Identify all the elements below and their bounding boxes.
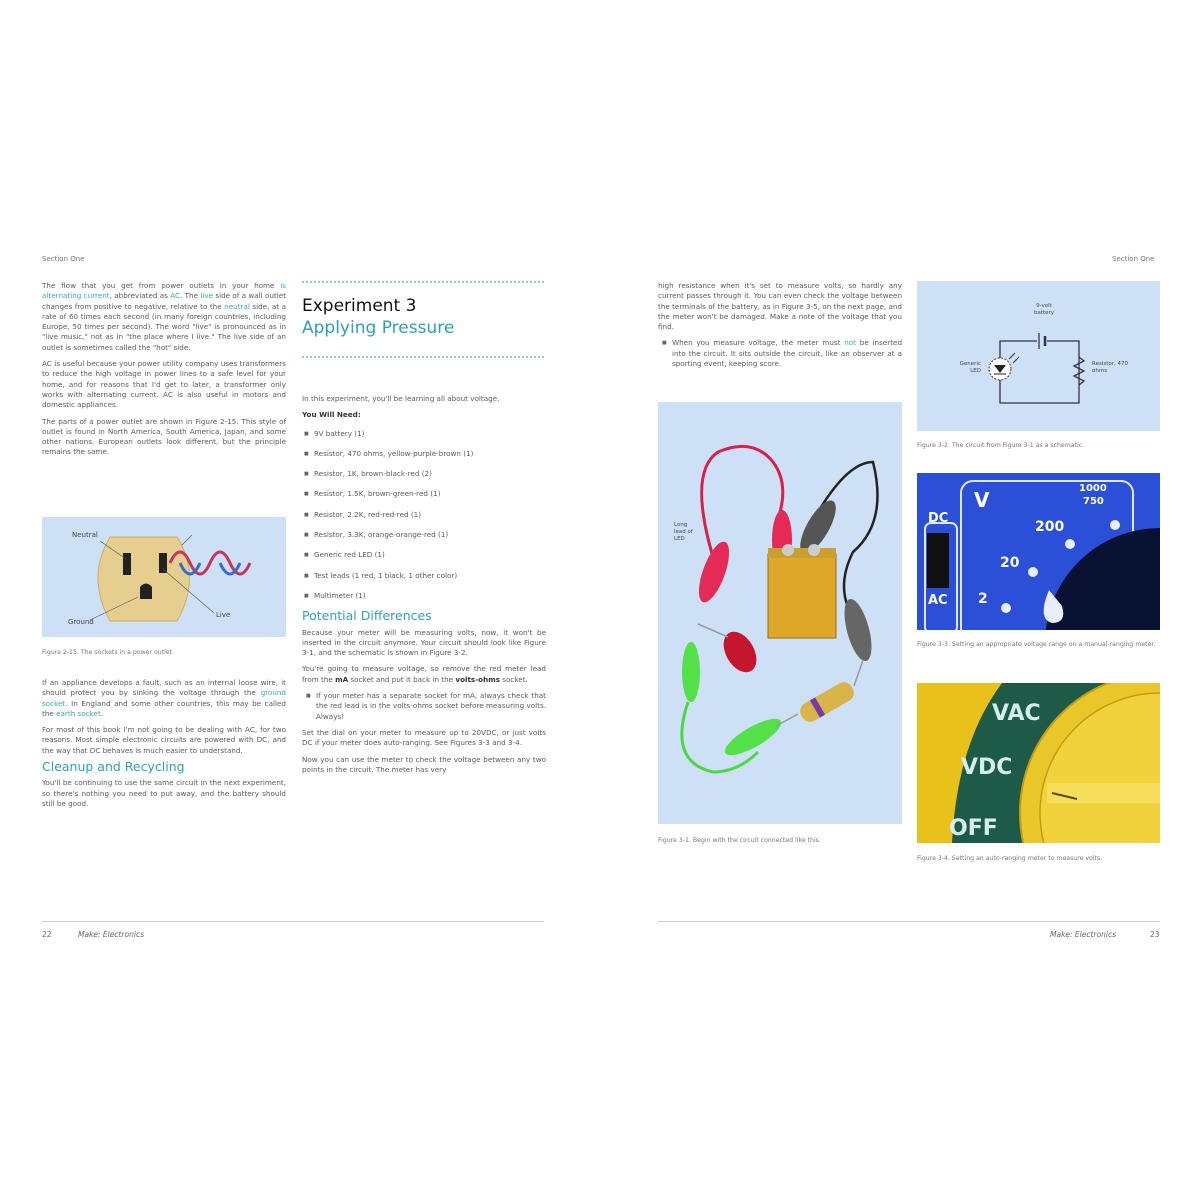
- dial-label-200: 200: [1035, 519, 1065, 535]
- experiment-header: [302, 296, 546, 338]
- label-generic-led: Generic LED: [959, 361, 981, 374]
- link-earth-socket[interactable]: earth socket: [56, 708, 101, 718]
- label-ground: Ground: [68, 618, 94, 626]
- text: side of a wall outlet changes from positive to negative, relative to the: [42, 291, 286, 311]
- book-title-right: Make: Electronics: [1050, 930, 1116, 939]
- experiment-subtitle: Applying Pressure: [302, 318, 455, 338]
- text: The flow that you get from power outlets in your home: [42, 281, 281, 290]
- paragraph-ac-intro: [42, 281, 286, 353]
- page-number-right: 23: [1150, 930, 1160, 939]
- dial-label-vdc: VDC: [961, 755, 1013, 780]
- caption-figure-3-1: Figure 3-1. Begin with the circuit connected like this.: [658, 837, 821, 844]
- book-title-left: Make: Electronics: [78, 930, 144, 939]
- label-resistor-470: Resistor, 470 ohms: [1092, 361, 1128, 374]
- dial-label-2: 2: [978, 591, 988, 607]
- list-item: ■ Resistor, 1K, brown-black-red (2): [314, 469, 546, 479]
- dial-label-off: OFF: [949, 816, 998, 841]
- link-ground-socket[interactable]: ground socket: [42, 688, 286, 708]
- heading-cleanup-recycling: Cleanup and Recycling: [42, 759, 185, 775]
- link-ac[interactable]: AC: [170, 291, 181, 301]
- link-live[interactable]: live: [200, 291, 214, 301]
- running-head-right: Section One: [1112, 255, 1155, 263]
- text: If an appliance develops a fault, such as an internal loose wire, it should protect you by sinking the voltage through the: [42, 678, 286, 698]
- left-column-2: [302, 394, 546, 781]
- right-column-1: [658, 281, 902, 375]
- text: , abbreviated as: [109, 291, 171, 301]
- list-item: ■ Resistor, 2.2K, red-red-red (1): [314, 510, 546, 520]
- link-neutral[interactable]: neutral: [224, 301, 250, 311]
- dial-label-vac: VAC: [992, 701, 1041, 726]
- label-live: Live: [216, 611, 231, 619]
- breadboard-circuit-illustration: [658, 402, 902, 824]
- materials-list: [302, 429, 546, 602]
- experiment-title: Experiment 3: [302, 296, 417, 316]
- dial-label-dc: DC: [928, 511, 949, 526]
- socket-ma: mA: [335, 674, 349, 684]
- running-head-left: Section One: [42, 255, 85, 263]
- dial-label-ac: AC: [928, 593, 948, 608]
- dial-label-750: 750: [1083, 496, 1104, 507]
- paragraph-meter-volts: Because your meter will be measuring volts, now, it won't be inserted in the circuit anymore. Your circuit should look like Figure 3-1, and the schematic is shown in Figure 3-2.: [302, 627, 546, 658]
- caption-figure-3-2: Figure 3-2. The circuit from Figure 3-1 as a schematic.: [917, 442, 1085, 449]
- label-9-volt-battery: 9-volt battery: [1033, 303, 1055, 316]
- paragraph-outlet-parts: The parts of a power outlet are shown in Figure 2-15. This style of outlet is found in North America, South America, Japan, and some other nations. European outlets look different, but the principle remains the same.: [42, 416, 286, 457]
- manual-range-dial: [917, 473, 1160, 630]
- paragraph-ac-useful: AC is useful because your power utility company uses transformers to reduce the high voltage in power lines to a safe level for your home, and for reasons that I'd get to later, a transformer only works with alternating current. AC is also useful in motors and domestic appliances.: [42, 359, 286, 410]
- you-will-need-label: You Will Need:: [302, 410, 361, 420]
- left-column-1-lower: [42, 678, 286, 815]
- paragraph-intro: In this experiment, you'll be learning all about voltage.: [302, 394, 500, 403]
- figure-3-1-circuit-photo: [658, 402, 902, 824]
- list-item: ■ Generic red LED (1): [314, 550, 546, 560]
- label-neutral: Neutral: [72, 531, 98, 539]
- heading-potential-differences: Potential Differences: [302, 608, 432, 624]
- text: You're going to measure voltage, so remove the red meter lead from the: [302, 664, 546, 684]
- text: socket.: [500, 674, 528, 684]
- text: . The: [180, 291, 201, 301]
- page-number-left: 22: [42, 930, 52, 939]
- list-item: ■ 9V battery (1): [314, 429, 546, 439]
- dial-label-1000: 1000: [1079, 483, 1107, 494]
- caption-figure-2-15: Figure 2-15. The sockets in a power outlet.: [42, 649, 175, 656]
- socket-volts-ohms: volts-ohms: [455, 674, 500, 684]
- dial-label-v: V: [974, 488, 990, 512]
- label-long-lead-led: Long lead of LED: [674, 522, 693, 542]
- caption-figure-3-3: Figure 3-3. Setting an appropriate voltage range on a manual-ranging meter.: [917, 641, 1156, 648]
- text: .: [100, 708, 104, 718]
- dial-label-20: 20: [1000, 555, 1020, 571]
- divider-dotted-top: [302, 281, 544, 283]
- paragraph-dc-reasons: For most of this book I'm not going to be dealing with AC, for two reasons. Most simple electronic circuits are powered with DC, and the way that DC behaves is much easier to understand.: [42, 725, 286, 755]
- footer-rule-left: [42, 921, 544, 922]
- paragraph-remove-lead: [302, 664, 546, 685]
- figure-3-2-schematic: [917, 281, 1160, 431]
- bullet-meter-outside-circuit: [658, 338, 902, 369]
- list-item: ■ Resistor, 470 ohms, yellow-purple-brown (1): [314, 449, 546, 459]
- text: side, at a rate of 60 times each second (in many foreign countries, including Europe, 50 times per second). The word "live" is pronounced as in "live music," not as in "the place where I live." The live side of an outlet is sometimes called the "hot" side.: [42, 301, 287, 352]
- link-alternating-current[interactable]: is alternating current: [42, 281, 286, 301]
- caption-figure-3-4: Figure 3-4. Setting an auto-ranging meter to measure volts.: [917, 855, 1103, 862]
- divider-dotted-bottom: [302, 356, 544, 358]
- left-column-1: [42, 281, 286, 464]
- figure-3-3-manual-meter: [917, 473, 1160, 630]
- figure-3-4-autorange-meter: [917, 683, 1160, 843]
- paragraph-check-voltage: Now you can use the meter to check the voltage between any two points in the circuit. The meter has very: [302, 754, 546, 774]
- paragraph-cleanup: You'll be continuing to use the same circuit in the next experiment, so there's nothing you need to put away, and the battery should still be good.: [42, 778, 286, 808]
- footer-rule-right: [658, 921, 1160, 922]
- text: be inserted into the circuit. It sits outside the circuit, like an observer at a sporting event, keeping score.: [672, 338, 903, 369]
- text: . In England and some other countries, this may be called the: [42, 698, 286, 718]
- paragraph-ground-fault: [42, 678, 286, 719]
- text: socket and put it back in the: [348, 674, 456, 684]
- paragraph-set-dial: Set the dial on your meter to measure up to 20VDC, or just volts DC if your meter does auto-ranging. See Figures 3-3 and 3-4.: [302, 727, 546, 748]
- list-item: ■ Resistor, 1.5K, brown-green-red (1): [314, 489, 546, 499]
- text: When you measure voltage, the meter must: [672, 338, 845, 348]
- bullet-separate-socket: ■ If your meter has a separate socket for mA, always check that the red lead is in the volts-ohms socket before measuring volts. Always!: [302, 691, 546, 722]
- figure-2-15-power-outlet: [42, 517, 286, 637]
- list-item: ■ Resistor, 3.3K, orange-orange-red (1): [314, 530, 546, 540]
- emphasis-not: not: [844, 338, 857, 348]
- list-item: ■ Multimeter (1): [314, 591, 546, 601]
- list-item: ■ Test leads (1 red, 1 black, 1 other color): [314, 571, 546, 581]
- paragraph-high-resistance: high resistance when it's set to measure volts, so hardly any current passes through it. You can even check the voltage between the terminals of the battery, as in Figure 3-5, on the next page, and the meter won't be damaged. Make a note of the voltage that you find.: [658, 281, 902, 332]
